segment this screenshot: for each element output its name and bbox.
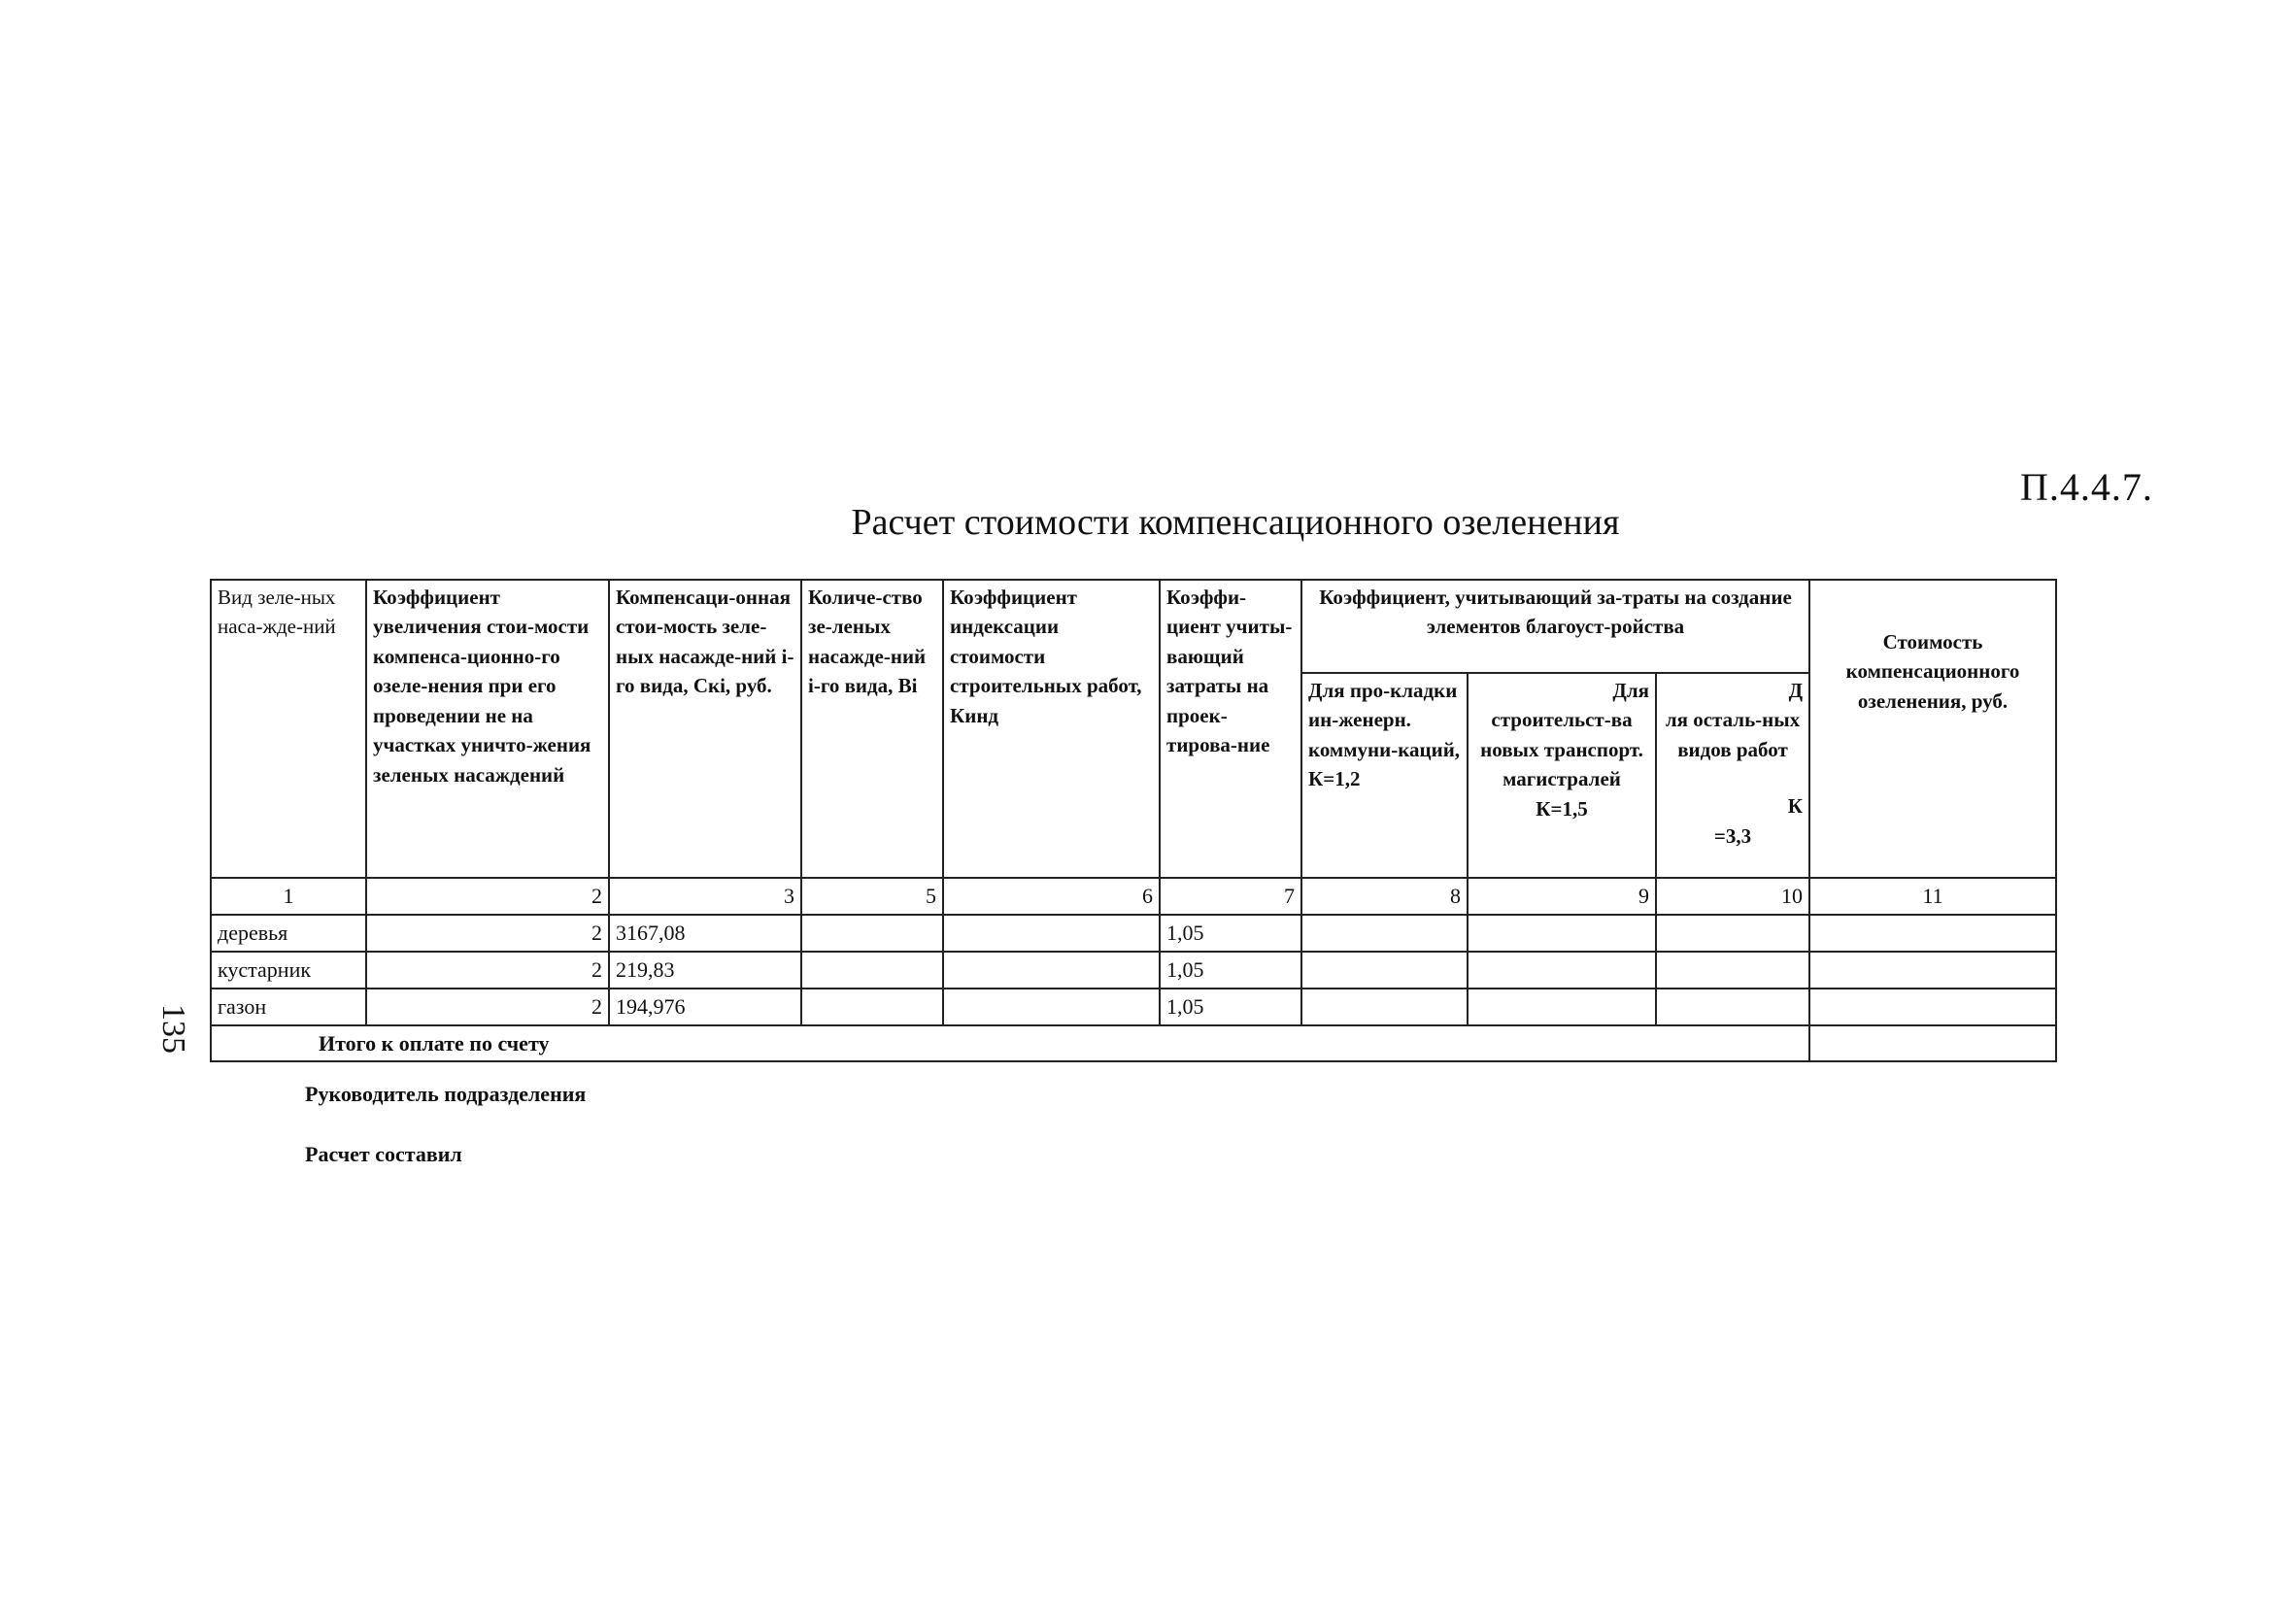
col-number: 1 — [211, 878, 366, 915]
quantity-cell — [801, 915, 943, 952]
header-increase-coef: Коэффициент увеличения стои-мости компенса-ционно-го озеле-нения при его проведении не на участках уничто-жения зеленых насаждений — [366, 580, 609, 878]
comp-cost-cell: 219,83 — [609, 952, 801, 989]
header-other-works — [1656, 673, 1809, 878]
header-comp-cost: Компенсаци-онная стои-мость зеле-ных насажде-ний i-го вида, Cкi, руб. — [609, 580, 801, 878]
header-total-cost: Стоимость компенсационного озеленения, руб. — [1809, 580, 2056, 878]
calculation-table — [210, 579, 2057, 1062]
index-coef-cell — [943, 989, 1160, 1025]
header-transport-top: Для — [1612, 679, 1649, 702]
header-other-value: =3,3 — [1713, 823, 1752, 848]
col-number: 3 — [609, 878, 801, 915]
header-quantity: Количе-ство зе-леных насажде-ний i-го вида, Вi — [801, 580, 943, 878]
other-works-cell — [1656, 952, 1809, 989]
plant-type-cell: газон — [211, 989, 366, 1025]
comp-cost-cell: 194,976 — [609, 989, 801, 1025]
col-number: 6 — [943, 878, 1160, 915]
total-cost-cell — [1809, 915, 2056, 952]
plant-type-cell: кустарник — [211, 952, 366, 989]
header-transport — [1468, 673, 1656, 878]
col-number: 8 — [1301, 878, 1468, 915]
total-label: Итого к оплате по счету — [211, 1025, 1809, 1062]
table-row — [211, 989, 2056, 1025]
plant-type-cell: деревья — [211, 915, 366, 952]
other-works-cell — [1656, 915, 1809, 952]
document-reference: П.4.4.7. — [2020, 465, 2153, 509]
design-coef-cell: 1,05 — [1160, 915, 1301, 952]
header-other-k: К — [1787, 794, 1804, 819]
page-title: Расчет стоимости компенсационного озеленения — [851, 502, 1620, 543]
design-coef-cell: 1,05 — [1160, 989, 1301, 1025]
increase-coef-cell: 2 — [366, 952, 609, 989]
header-index-coef: Коэффициент индексации стоимости строительных работ, Кинд — [943, 580, 1160, 878]
quantity-cell — [801, 952, 943, 989]
table-row — [211, 952, 2056, 989]
comp-cost-cell: 3167,08 — [609, 915, 801, 952]
col-number: 10 — [1656, 878, 1809, 915]
signature-head: Руководитель подразделения — [305, 1082, 587, 1106]
page-number: 135 — [155, 1004, 191, 1054]
transport-cell — [1468, 915, 1656, 952]
header-engineering: Для про-кладки ин-женерн. коммуни-каций, К=1,2 — [1301, 673, 1468, 878]
total-cost-cell — [1809, 989, 2056, 1025]
engineering-cell — [1301, 915, 1468, 952]
total-cost-cell — [1809, 952, 2056, 989]
header-improvement-group: Коэффициент, учитывающий за-траты на создание элементов благоуст-ройства — [1301, 580, 1809, 673]
col-number: 2 — [366, 878, 609, 915]
engineering-cell — [1301, 952, 1468, 989]
total-value-cell — [1809, 1025, 2056, 1062]
column-numbers-row — [211, 878, 2056, 915]
header-other-text: ля осталь-ных видов работ — [1665, 708, 1801, 761]
col-number: 9 — [1468, 878, 1656, 915]
col-number: 11 — [1809, 878, 2056, 915]
increase-coef-cell: 2 — [366, 915, 609, 952]
table-row — [211, 915, 2056, 952]
index-coef-cell — [943, 915, 1160, 952]
transport-cell — [1468, 952, 1656, 989]
header-transport-text: строительст-ва новых транспорт. магистралей К=1,5 — [1480, 708, 1643, 821]
col-number: 5 — [801, 878, 943, 915]
header-plant-type: Вид зеле-ных наса-жде-ний — [211, 580, 366, 878]
other-works-cell — [1656, 989, 1809, 1025]
design-coef-cell: 1,05 — [1160, 952, 1301, 989]
engineering-cell — [1301, 989, 1468, 1025]
quantity-cell — [801, 989, 943, 1025]
col-number: 7 — [1160, 878, 1301, 915]
increase-coef-cell: 2 — [366, 989, 609, 1025]
header-other-top: Д — [1788, 679, 1804, 702]
total-row — [211, 1025, 2056, 1062]
transport-cell — [1468, 989, 1656, 1025]
header-design-coef: Коэффи-циент учиты-вающий затраты на проек-тирова-ние — [1160, 580, 1301, 878]
index-coef-cell — [943, 952, 1160, 989]
signature-compiled: Расчет составил — [305, 1142, 462, 1166]
